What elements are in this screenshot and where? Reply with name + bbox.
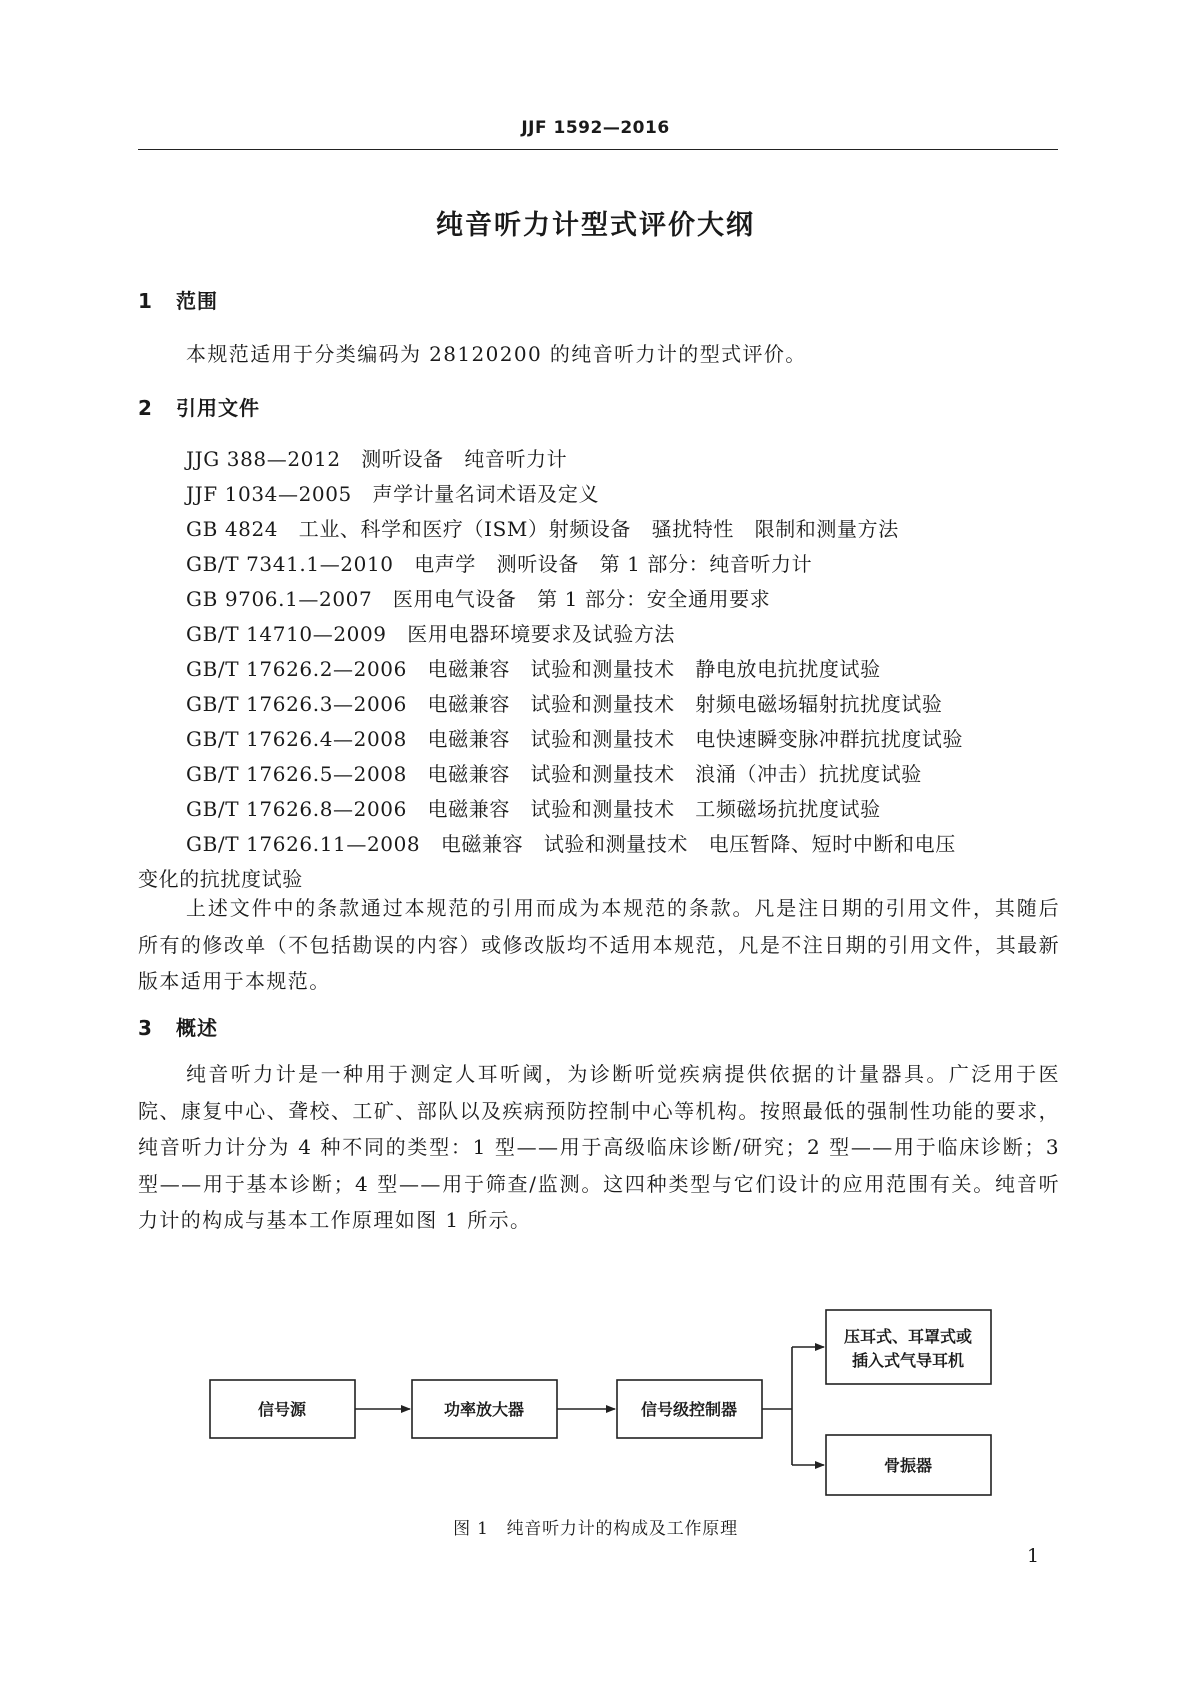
block-diagram: [0, 1300, 1191, 1510]
reference-item-continued: 变化的抗扰度试验: [138, 867, 303, 891]
signal-controller-label: 信号级控制器: [640, 1400, 738, 1419]
section-3-heading: [138, 1012, 218, 1041]
earphone-label-line2: 插入式气导耳机: [851, 1351, 965, 1370]
section-2-note: 上述文件中的条款通过本规范的引用而成为本规范的条款。凡是注日期的引用文件，其随后所有的修改单（不包括勘误的内容）或修改版均不适用本规范，凡是不注日期的引用文件，其最新版本适用于本规范。: [138, 896, 1060, 993]
reference-item: GB/T 17626.11—2008 电磁兼容 试验和测量技术 电压暂降、短时中断和电压: [186, 832, 956, 856]
reference-item: GB/T 17626.2—2006 电磁兼容 试验和测量技术 静电放电抗扰度试验: [186, 657, 881, 681]
earphone-label-line1: 压耳式、耳罩式或: [843, 1327, 973, 1346]
reference-item: GB 4824 工业、科学和医疗（ISM）射频设备 骚扰特性 限制和测量方法: [186, 517, 899, 541]
section-2-heading: [138, 392, 260, 421]
page-header: JJF 1592—2016: [521, 118, 670, 138]
section-1-body: 本规范适用于分类编码为 28120200 的纯音听力计的型式评价。: [186, 342, 807, 366]
reference-item: GB/T 14710—2009 医用电器环境要求及试验方法: [186, 622, 676, 646]
section-3-number: 3: [138, 1016, 153, 1040]
section-1-title: 范围: [176, 289, 218, 313]
reference-item: GB 9706.1—2007 医用电气设备 第 1 部分：安全通用要求: [186, 587, 771, 611]
reference-item: GB/T 17626.4—2008 电磁兼容 试验和测量技术 电快速瞬变脉冲群抗扰度试验: [186, 727, 964, 751]
page-number: 1: [1027, 1545, 1040, 1567]
section-2-number: 2: [138, 396, 153, 420]
section-2-title: 引用文件: [176, 396, 260, 420]
section-3-body: 纯音听力计是一种用于测定人耳听阈，为诊断听觉疾病提供依据的计量器具。广泛用于医院、康复中心、聋校、工矿、部队以及疾病预防控制中心等机构。按照最低的强制性功能的要求，纯音听力计分为 4 种不同的类型：1 型——用于高级临床诊断/研究；2 型——用于临床诊断；3 型——用于基本诊断；4 型——用于筛查/监测。这四种类型与它们设计的应用范围有关。纯音听力计的构成与基本工作原理如图 1 所示。: [138, 1062, 1060, 1232]
section-1-heading: [138, 285, 218, 314]
reference-item: JJF 1034—2005 声学计量名词术语及定义: [186, 482, 600, 506]
reference-item: GB/T 17626.8—2006 电磁兼容 试验和测量技术 工频磁场抗扰度试验: [186, 797, 881, 821]
document-title: 纯音听力计型式评价大纲: [436, 210, 755, 241]
reference-item: JJG 388—2012 测听设备 纯音听力计: [186, 447, 568, 471]
signal-source-label: 信号源: [257, 1400, 307, 1419]
reference-item: GB/T 17626.5—2008 电磁兼容 试验和测量技术 浪涌（冲击）抗扰度试验: [186, 762, 922, 786]
reference-item: GB/T 17626.3—2006 电磁兼容 试验和测量技术 射频电磁场辐射抗扰度试验: [186, 692, 943, 716]
earphone-box: [826, 1310, 991, 1384]
reference-item: GB/T 7341.1—2010 电声学 测听设备 第 1 部分：纯音听力计: [186, 552, 813, 576]
bone-vibrator-label: 骨振器: [883, 1456, 933, 1475]
section-3-title: 概述: [176, 1016, 218, 1040]
power-amplifier-label: 功率放大器: [443, 1400, 525, 1419]
section-1-number: 1: [138, 289, 153, 313]
header-rule: [138, 149, 1058, 150]
figure-caption: 图 1 纯音听力计的构成及工作原理: [453, 1519, 738, 1539]
